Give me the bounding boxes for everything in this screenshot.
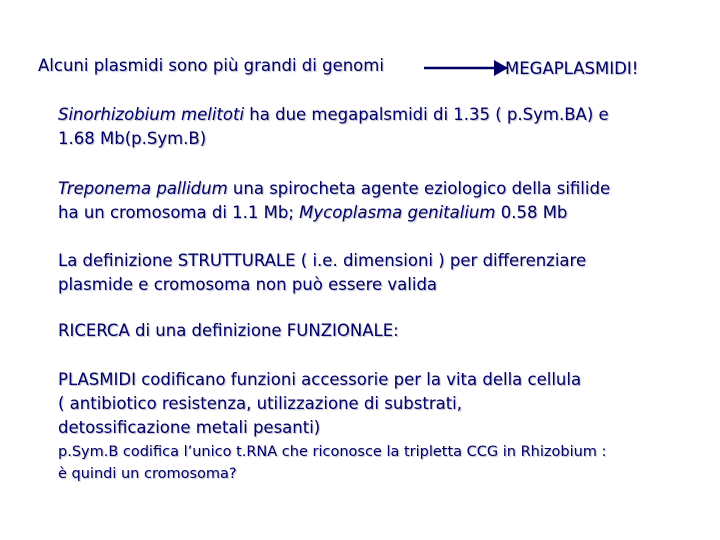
p5-line3: detossificazione metali pesanti) xyxy=(58,418,321,437)
paragraph-treponema xyxy=(58,177,698,225)
p2-line1 xyxy=(58,177,698,201)
paragraph-structural-definition xyxy=(58,249,698,297)
p2-line2-start: ha un cromosoma di 1.1 Mb; xyxy=(58,203,300,222)
p5-line2: ( antibiotico resistenza, utilizzazione di substrati, xyxy=(58,394,463,413)
paragraph-plasmid-functions xyxy=(58,368,698,440)
p3-line1: La definizione STRUTTURALE ( i.e. dimensioni ) per differenziare xyxy=(58,251,587,270)
p4-line1: RICERCA di una definizione FUNZIONALE: xyxy=(58,321,399,340)
species-name: Treponema pallidum xyxy=(58,179,228,198)
p5-line1: PLASMIDI codificano funzioni accessorie per la vita della cellula xyxy=(58,370,582,389)
species-name: Sinorhizobium melitoti xyxy=(58,105,245,124)
p2-line1-text: una spirocheta agente eziologico della sifilide xyxy=(227,179,611,198)
p1-line2: 1.68 Mb(p.Sym.B) xyxy=(58,129,207,148)
p1-line1-text: ha due megapalsmidi di 1.35 ( p.Sym.BA) e xyxy=(244,105,609,124)
p3-line2: plasmide e cromosoma non può essere valida xyxy=(58,275,438,294)
right-arrow-icon xyxy=(422,57,510,79)
p2-line2 xyxy=(58,201,698,225)
header-left-text: Alcuni plasmidi sono più grandi di genomi xyxy=(38,56,384,75)
species-name: Mycoplasma genitalium xyxy=(299,203,496,222)
paragraph-functional-definition xyxy=(58,319,698,343)
paragraph-sinorhizobium xyxy=(58,103,698,151)
p6-line2: è quindi un cromosoma? xyxy=(58,466,237,482)
p1-line1 xyxy=(58,103,698,127)
paragraph-psymb-trna xyxy=(58,441,698,485)
header-right-text: MEGAPLASMIDI! xyxy=(505,59,639,78)
p6-line1: p.Sym.B codifica l’unico t.RNA che riconosce la tripletta CCG in Rhizobium : xyxy=(58,444,607,460)
p2-line2-rest: 0.58 Mb xyxy=(495,203,568,222)
